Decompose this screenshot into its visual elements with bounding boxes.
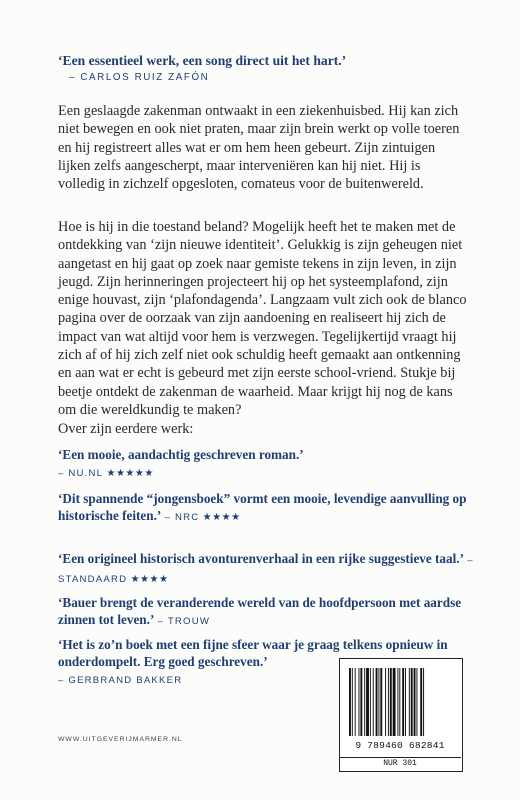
- barcode-graphic: [348, 668, 452, 736]
- barcode-bar: [360, 668, 362, 736]
- blurb-paragraph-2: Hoe is hij in die toestand beland? Mogelijk heeft het te maken met de ontdekking van ‘zijn nieuwe identiteit’. Gelukkig is zijn geheugen niet aangetast en hij gaat op zoek naar gemiste tekens in zijn leven, in zijn jeugd. Zijn herinneringen projecteert hij op het systeemplafond, zijn enige houvast, zijn ‘plafondagenda’. Langzaam vult zich ook de blanco pagina over de oorzaak van zijn aandoening en realiseert hij zich de impact van wat altijd voor hem is verzwegen. Tegelijkertijd vraagt hij zich af of hij zich zelf niet ook schuldig heeft gemaakt aan ontkenning en aan wat er echt is gebeurd met zijn eerste school-vriend. Stukje bij beetje ontdekt de zakenman de waarheid. Maar krijgt hij nog de kans om die wereldkundig te maken?: [58, 219, 467, 418]
- review-text: ‘Het is zo’n boek met een fijne sfeer waar je graag telkens opnieuw in onderdompelt. Erg goed geschreven.’: [58, 637, 448, 669]
- barcode-bar: [370, 668, 371, 736]
- review-quote: [58, 446, 478, 482]
- review-stars: ★★★★★: [106, 468, 154, 479]
- earlier-work-heading: Over zijn eerdere werk:: [58, 421, 194, 437]
- barcode-bar: [423, 668, 424, 736]
- barcode-bar: [393, 668, 396, 736]
- barcode-bar: [349, 668, 351, 736]
- blurb-paragraph-1: Een geslaagde zakenman ontwaakt in een ziekenhuisbed. Hij kan zich niet bewegen en ook niet praten, maar zijn brein werkt op volle toeren en hij registreert alles wat er om hem heen gebeurt. Zijn zintuigen lijken zelfs aangescherpt, maar interveniëren kan hij niet. Hij is volledig in zichzelf opgesloten, comateus voor de buitenwereld.: [58, 103, 460, 193]
- publisher-url: WWW.UITGEVERIJMARMER.NL: [58, 736, 183, 743]
- barcode-bar: [385, 668, 386, 736]
- barcode-bar: [359, 668, 360, 736]
- review-text: ‘Een origineel historisch avonturenverhaal in een rijke suggestieve taal.’: [58, 551, 464, 566]
- barcode-bar: [390, 668, 392, 736]
- barcode-bar: [380, 668, 382, 736]
- review-source: – STANDAARD: [58, 555, 474, 585]
- review-text: ‘Dit spannende “jongensboek” vormt een mooie, levendige aanvulling op historische feiten.’: [58, 491, 467, 523]
- barcode-bar: [402, 668, 404, 736]
- barcode-bar: [414, 668, 416, 736]
- barcode-bar: [411, 668, 413, 736]
- barcode-bar: [352, 668, 353, 736]
- review-stars: ★★★★: [202, 512, 241, 523]
- review-source: – TROUW: [157, 616, 211, 627]
- review-quote: [58, 490, 478, 526]
- review-text: ‘Een mooie, aandachtig geschreven roman.’: [58, 447, 304, 462]
- barcode-bar: [405, 668, 406, 736]
- barcode-bar: [399, 668, 400, 736]
- barcode-bar: [397, 668, 398, 736]
- nur-code: NUR 301: [339, 757, 461, 771]
- top-quote-attribution: – CARLOS RUIZ ZAFÓN: [69, 72, 210, 83]
- review-quote: [58, 550, 478, 588]
- barcode-bar: [376, 668, 378, 736]
- review-source: – NRC: [164, 512, 200, 523]
- review-quote: [58, 594, 478, 630]
- isbn-number: 9 789460 682841: [355, 740, 445, 751]
- barcode-bar: [409, 668, 410, 736]
- barcode-bar: [378, 668, 379, 736]
- review-stars: ★★★★: [130, 574, 169, 585]
- review-text: ‘Bauer brengt de veranderende wereld van de hoofdpersoon met aardse zinnen tot leven.’: [58, 595, 462, 627]
- top-quote-text: ‘Een essentieel werk, een song direct uit het hart.’: [58, 53, 347, 68]
- barcode-bar: [373, 668, 374, 736]
- barcode-bar: [388, 668, 389, 736]
- review-source: – NU.NL: [58, 468, 104, 479]
- barcode-bar: [416, 668, 417, 736]
- top-quote: [58, 52, 478, 70]
- review-source: – GERBRAND BAKKER: [58, 675, 183, 686]
- barcode-bar: [364, 668, 365, 736]
- barcode-bar: [355, 668, 356, 736]
- barcode-bar: [366, 668, 369, 736]
- barcode-bar: [420, 668, 422, 736]
